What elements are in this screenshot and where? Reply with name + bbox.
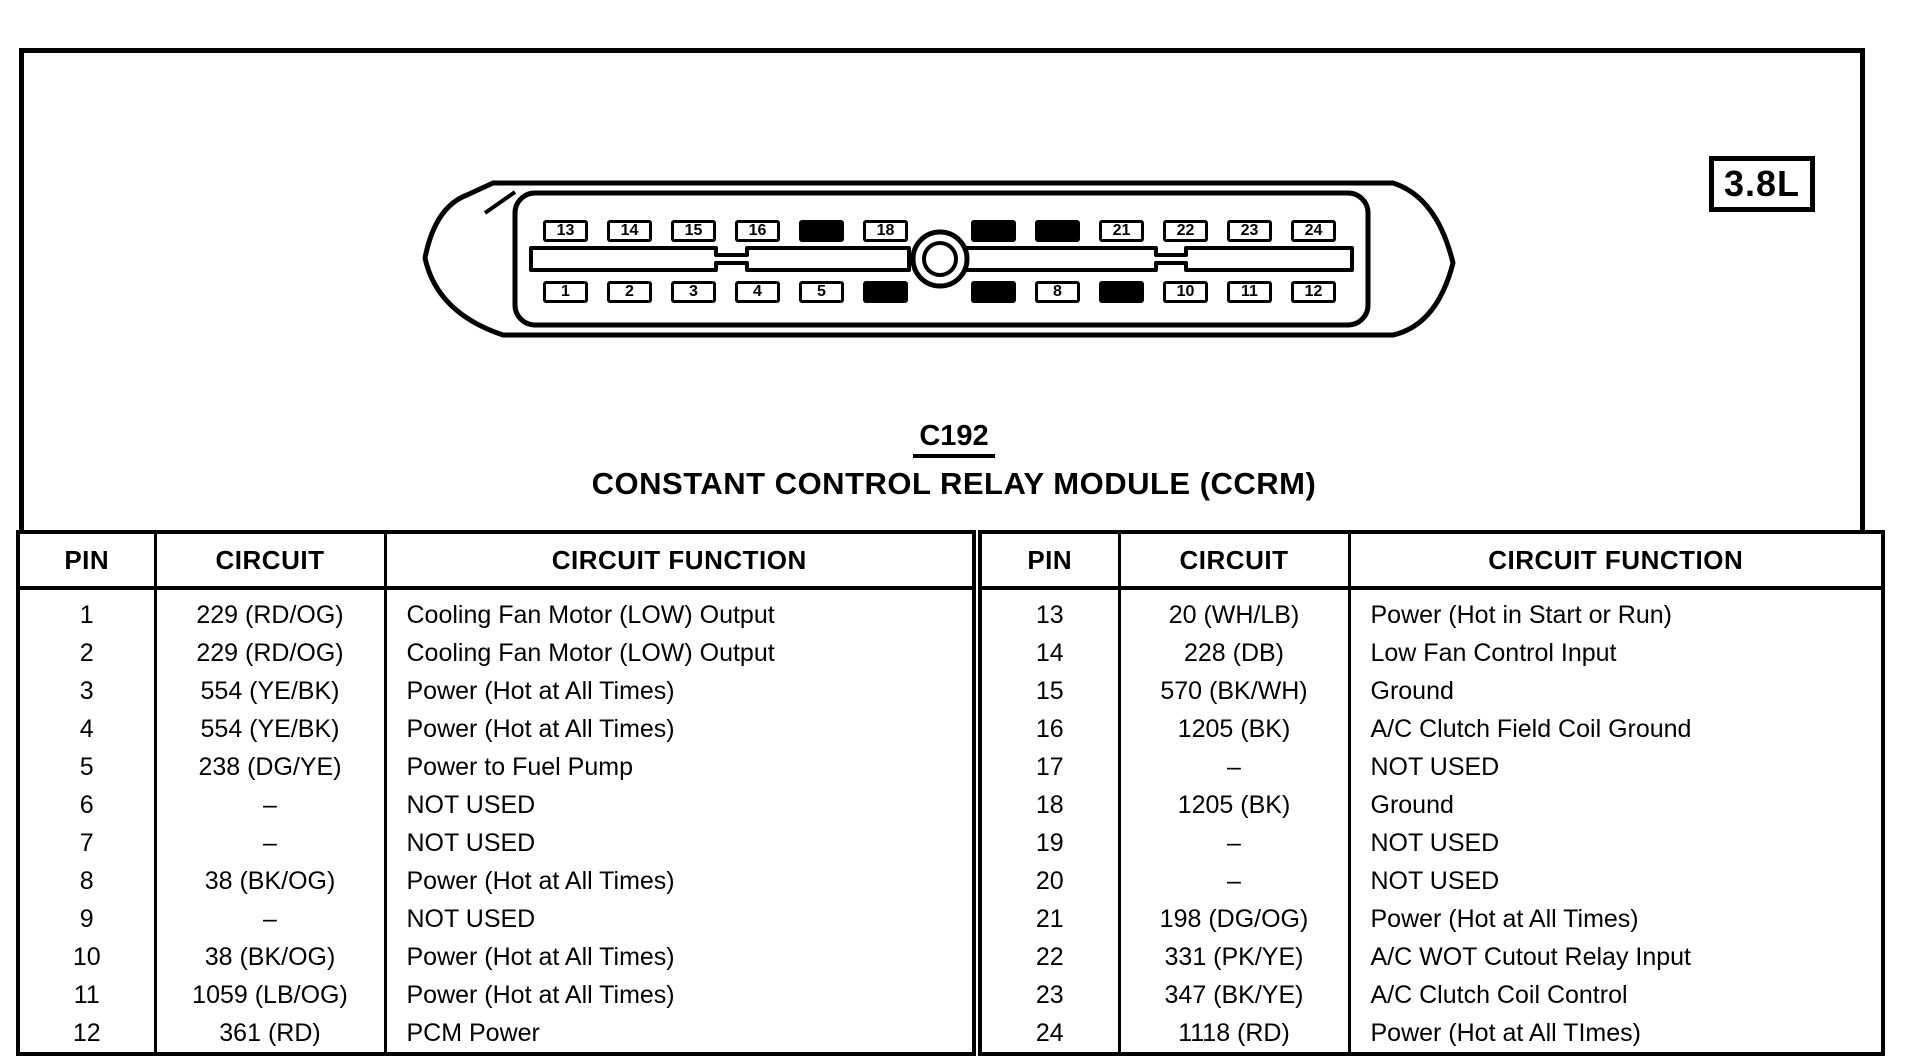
- header-circuit: CIRCUIT: [1119, 532, 1349, 588]
- pin-box-filled: [1035, 220, 1080, 242]
- header-circuit-function: CIRCUIT FUNCTION: [1349, 532, 1883, 588]
- table-row: [980, 588, 1883, 634]
- pin-box: 12: [1291, 281, 1336, 303]
- pin-cell: 12: [18, 1014, 155, 1054]
- table-row: [18, 976, 974, 1014]
- table-row: [18, 938, 974, 976]
- pin-box-filled: [971, 281, 1016, 303]
- circuit-cell: 1205 (BK): [1119, 786, 1349, 824]
- circuit-function-cell: Cooling Fan Motor (LOW) Output: [406, 638, 775, 667]
- circuit-function-cell: Power (Hot at All Times): [1370, 904, 1639, 933]
- pin-box: 3: [671, 281, 716, 303]
- ccrm-connector-diagram: [415, 175, 1475, 350]
- table-row: [980, 672, 1883, 710]
- pin-cell: 4: [18, 710, 155, 748]
- pin-cell: 11: [18, 976, 155, 1014]
- table-row: [18, 748, 974, 786]
- circuit-cell: 228 (DB): [1119, 634, 1349, 672]
- connector-title: CONSTANT CONTROL RELAY MODULE (CCRM): [591, 466, 1317, 501]
- circuit-cell: 570 (BK/WH): [1119, 672, 1349, 710]
- circuit-function-cell: Power (Hot at All TImes): [1370, 1018, 1641, 1047]
- circuit-function-cell: NOT USED: [1370, 752, 1500, 781]
- table-row: [980, 1014, 1883, 1054]
- circuit-function-cell: NOT USED: [1370, 866, 1500, 895]
- circuit-cell: 198 (DG/OG): [1119, 900, 1349, 938]
- circuit-function-cell: Low Fan Control Input: [1370, 638, 1617, 667]
- pin-cell: 18: [980, 786, 1119, 824]
- pin-cell: 23: [980, 976, 1119, 1014]
- pin-cell: 1: [18, 588, 155, 634]
- pin-box: 15: [671, 220, 716, 242]
- circuit-function-cell: A/C WOT Cutout Relay Input: [1370, 942, 1691, 971]
- table-row: [980, 710, 1883, 748]
- circuit-function-cell: A/C Clutch Coil Control: [1370, 980, 1628, 1009]
- connector-id: C192: [0, 420, 1908, 453]
- pinout-table-right: [978, 530, 1885, 1056]
- circuit-cell: –: [1119, 824, 1349, 862]
- engine-size-badge: 3.8L: [1709, 156, 1815, 212]
- circuit-cell: 554 (YE/BK): [155, 710, 385, 748]
- pin-cell: 21: [980, 900, 1119, 938]
- pin-cell: 14: [980, 634, 1119, 672]
- header-pin: PIN: [18, 532, 155, 588]
- circuit-function-cell: PCM Power: [406, 1018, 540, 1047]
- alignment-post-inner: [924, 243, 956, 275]
- table-row: [18, 1014, 974, 1054]
- circuit-cell: 1118 (RD): [1119, 1014, 1349, 1054]
- header-pin: PIN: [980, 532, 1119, 588]
- pin-cell: 15: [980, 672, 1119, 710]
- pin-cell: 7: [18, 824, 155, 862]
- table-row: [980, 634, 1883, 672]
- table-row: [18, 900, 974, 938]
- pin-box: 21: [1099, 220, 1144, 242]
- circuit-function-cell: Power (Hot at All Times): [406, 866, 675, 895]
- pin-box: 13: [543, 220, 588, 242]
- pin-cell: 6: [18, 786, 155, 824]
- circuit-function-cell: NOT USED: [1370, 828, 1500, 857]
- table-row: [980, 786, 1883, 824]
- pin-box: 24: [1291, 220, 1336, 242]
- circuit-cell: 1059 (LB/OG): [155, 976, 385, 1014]
- table-row: [18, 824, 974, 862]
- pin-cell: 2: [18, 634, 155, 672]
- table-row: [980, 862, 1883, 900]
- pin-cell: 19: [980, 824, 1119, 862]
- pin-box: 11: [1227, 281, 1272, 303]
- pin-box: 5: [799, 281, 844, 303]
- circuit-cell: 331 (PK/YE): [1119, 938, 1349, 976]
- table-row: [18, 786, 974, 824]
- circuit-cell: 361 (RD): [155, 1014, 385, 1054]
- circuit-cell: –: [155, 824, 385, 862]
- pin-box: 16: [735, 220, 780, 242]
- pinout-table-left: [16, 530, 976, 1056]
- pin-box: 1: [543, 281, 588, 303]
- table-row: [980, 900, 1883, 938]
- table-row: [18, 862, 974, 900]
- circuit-cell: –: [1119, 862, 1349, 900]
- connector-outline-graphic: [415, 175, 1475, 350]
- table-row: [980, 824, 1883, 862]
- pin-cell: 22: [980, 938, 1119, 976]
- pin-row-bottom-right: [971, 281, 1336, 303]
- table-row: [18, 634, 974, 672]
- circuit-function-cell: A/C Clutch Field Coil Ground: [1370, 714, 1692, 743]
- circuit-function-cell: NOT USED: [406, 828, 536, 857]
- circuit-function-cell: Power (Hot at All Times): [406, 714, 675, 743]
- circuit-function-cell: NOT USED: [406, 790, 536, 819]
- pin-cell: 20: [980, 862, 1119, 900]
- pinout-tables: [16, 530, 1885, 1048]
- pin-box: 10: [1163, 281, 1208, 303]
- pin-cell: 9: [18, 900, 155, 938]
- pin-row-top-right: [971, 220, 1336, 242]
- pin-cell: 10: [18, 938, 155, 976]
- circuit-cell: –: [155, 900, 385, 938]
- circuit-cell: 229 (RD/OG): [155, 634, 385, 672]
- pin-cell: 13: [980, 588, 1119, 634]
- header-circuit-function: CIRCUIT FUNCTION: [385, 532, 974, 588]
- pin-cell: 24: [980, 1014, 1119, 1054]
- pin-row-top-left: [543, 220, 908, 242]
- circuit-function-cell: Power (Hot at All Times): [406, 676, 675, 705]
- circuit-cell: 347 (BK/YE): [1119, 976, 1349, 1014]
- table-row: [18, 588, 974, 634]
- circuit-cell: 20 (WH/LB): [1119, 588, 1349, 634]
- circuit-function-cell: Power (Hot at All Times): [406, 980, 675, 1009]
- circuit-function-cell: NOT USED: [406, 904, 536, 933]
- circuit-cell: –: [1119, 748, 1349, 786]
- pin-box-filled: [799, 220, 844, 242]
- pin-box: 8: [1035, 281, 1080, 303]
- pin-box: 4: [735, 281, 780, 303]
- circuit-function-cell: Cooling Fan Motor (LOW) Output: [406, 600, 775, 629]
- circuit-cell: 38 (BK/OG): [155, 938, 385, 976]
- pin-cell: 17: [980, 748, 1119, 786]
- pin-box: 14: [607, 220, 652, 242]
- circuit-cell: –: [155, 786, 385, 824]
- table-row: [18, 710, 974, 748]
- circuit-function-cell: Ground: [1370, 676, 1454, 705]
- pin-cell: 5: [18, 748, 155, 786]
- table-row: [980, 748, 1883, 786]
- pin-box-filled: [971, 220, 1016, 242]
- circuit-function-cell: Power (Hot in Start or Run): [1370, 600, 1672, 629]
- pin-box: 18: [863, 220, 908, 242]
- pin-cell: 8: [18, 862, 155, 900]
- pin-box: 23: [1227, 220, 1272, 242]
- table-row: [980, 938, 1883, 976]
- pin-box-filled: [863, 281, 908, 303]
- pin-row-bottom-left: [543, 281, 908, 303]
- table-header-row: [980, 532, 1883, 588]
- circuit-cell: 554 (YE/BK): [155, 672, 385, 710]
- table-row: [980, 976, 1883, 1014]
- circuit-cell: 229 (RD/OG): [155, 588, 385, 634]
- pin-box: 2: [607, 281, 652, 303]
- pin-cell: 3: [18, 672, 155, 710]
- circuit-cell: 38 (BK/OG): [155, 862, 385, 900]
- circuit-cell: 1205 (BK): [1119, 710, 1349, 748]
- circuit-function-cell: Power to Fuel Pump: [406, 752, 633, 781]
- circuit-function-cell: Power (Hot at All Times): [406, 942, 675, 971]
- pin-box-filled: [1099, 281, 1144, 303]
- pin-box: 22: [1163, 220, 1208, 242]
- pin-cell: 16: [980, 710, 1119, 748]
- circuit-function-cell: Ground: [1370, 790, 1454, 819]
- table-header-row: [18, 532, 974, 588]
- table-row: [18, 672, 974, 710]
- header-circuit: CIRCUIT: [155, 532, 385, 588]
- circuit-cell: 238 (DG/YE): [155, 748, 385, 786]
